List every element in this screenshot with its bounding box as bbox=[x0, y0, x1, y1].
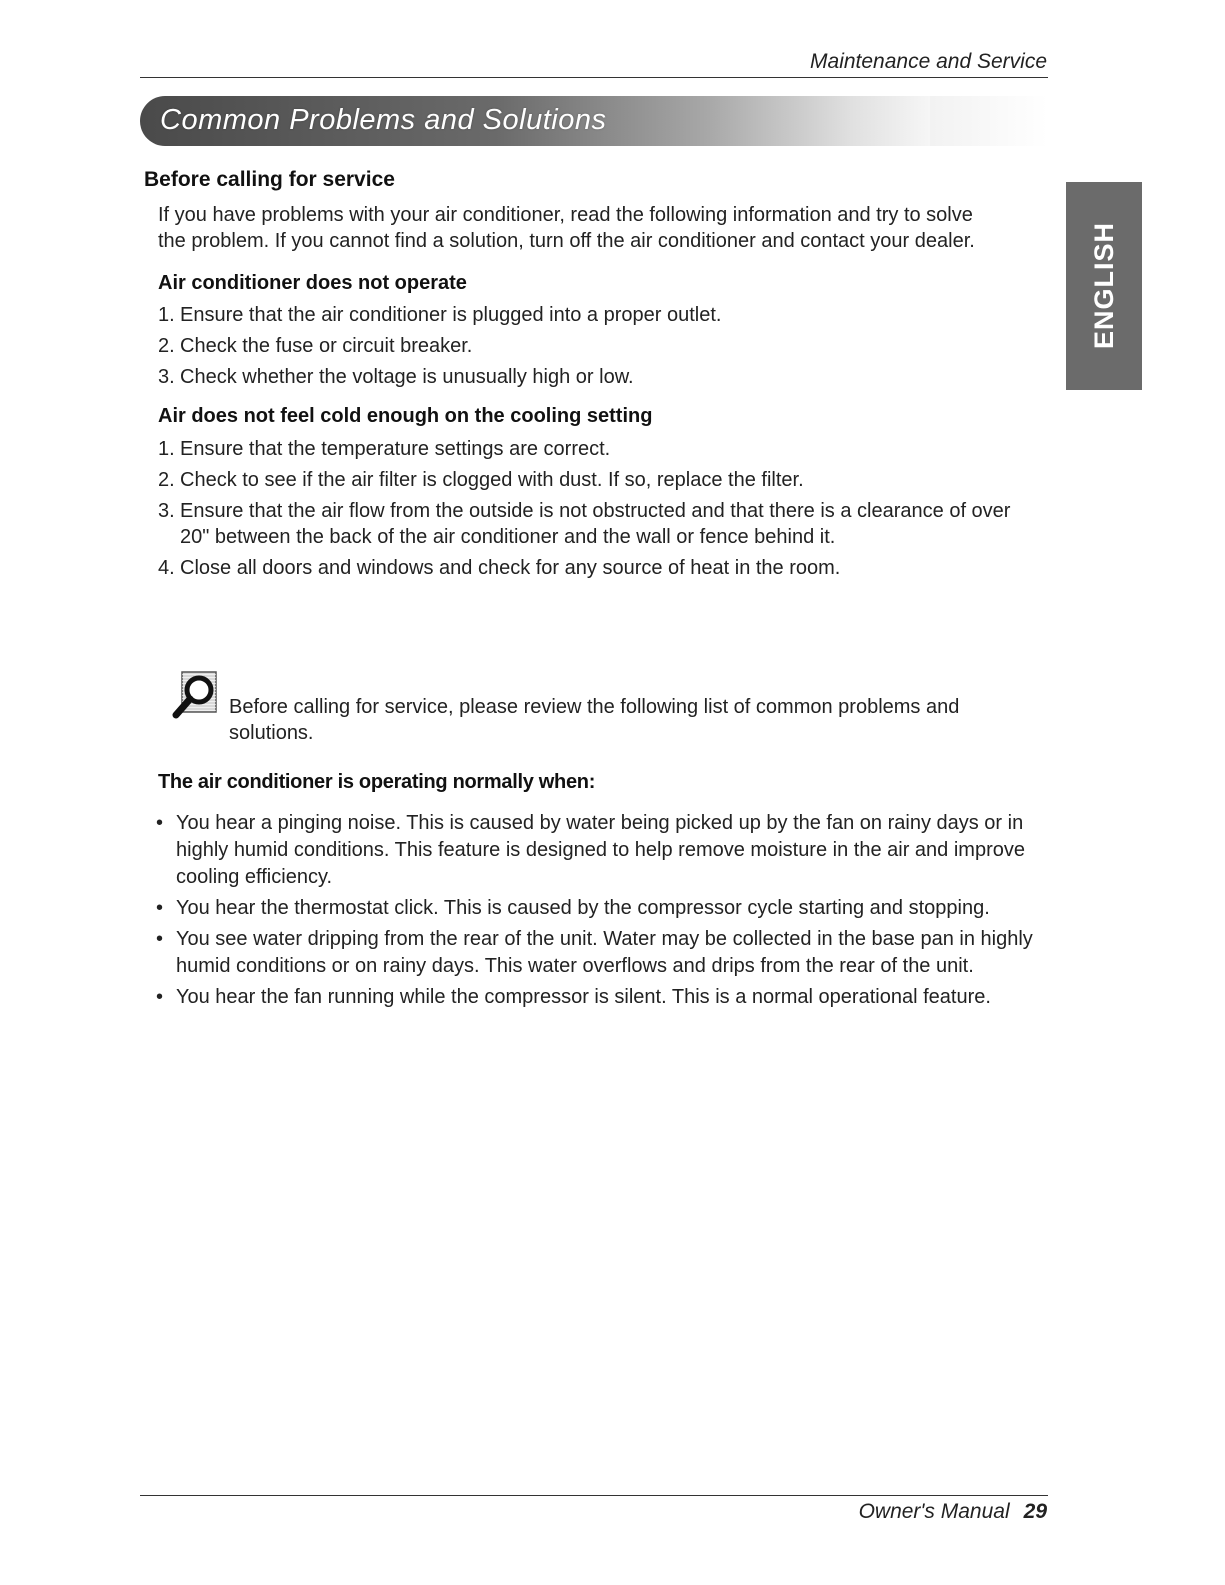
bullet: • bbox=[156, 897, 164, 919]
list-number: 3. bbox=[158, 500, 175, 522]
list-number: 1. bbox=[158, 438, 175, 460]
list-text: You hear the thermostat click. This is caused by the compressor cycle starting and stopping. bbox=[176, 897, 990, 919]
list-item bbox=[145, 926, 1045, 980]
list-text: Check whether the voltage is unusually high or low. bbox=[180, 366, 634, 388]
footer-rule bbox=[140, 1495, 1048, 1496]
list-item bbox=[158, 364, 1038, 390]
list-item bbox=[158, 498, 1038, 550]
magnifier-icon bbox=[172, 668, 222, 720]
list-item bbox=[158, 333, 1038, 359]
normal-operation-list bbox=[145, 810, 1045, 1015]
list-text: Ensure that the air conditioner is plugged into a proper outlet. bbox=[180, 304, 722, 326]
header-rule bbox=[140, 77, 1048, 78]
list-number: 2. bbox=[158, 335, 175, 357]
not-operate-list bbox=[158, 302, 1038, 395]
magnifier-note-icon bbox=[172, 668, 218, 714]
title-banner-fade bbox=[930, 96, 1048, 146]
list-item bbox=[158, 302, 1038, 328]
list-item bbox=[158, 436, 1038, 462]
running-header: Maintenance and Service bbox=[810, 50, 1047, 73]
list-text: Ensure that the air flow from the outside is not obstructed and that there is a clearance of over 20" between the back of the air conditioner and the wall or fence behind it. bbox=[180, 500, 1011, 548]
list-text: You hear a pinging noise. This is caused by water being picked up by the fan on rainy days or in highly humid conditions. This feature is designed to help remove moisture in the air and improve cooling efficiency. bbox=[176, 812, 1025, 888]
note-text: Before calling for service, please review the following list of common problems and solutions. bbox=[229, 696, 960, 744]
intro-line-2: the problem. If you cannot find a solution, turn off the air conditioner and contact your dealer. bbox=[158, 230, 975, 252]
bullet: • bbox=[156, 928, 164, 950]
not-cold-heading: Air does not feel cold enough on the cooling setting bbox=[158, 405, 653, 427]
not-operate-heading: Air conditioner does not operate bbox=[158, 272, 467, 294]
language-tab bbox=[1066, 182, 1142, 390]
list-text: Ensure that the temperature settings are correct. bbox=[180, 438, 611, 460]
list-item bbox=[158, 555, 1038, 581]
bullet: • bbox=[156, 986, 164, 1008]
list-item bbox=[158, 467, 1038, 493]
intro-line-1: If you have problems with your air conditioner, read the following information and try to solve bbox=[158, 204, 973, 226]
not-cold-list bbox=[158, 436, 1038, 586]
page-title: Common Problems and Solutions bbox=[160, 104, 607, 136]
bullet: • bbox=[156, 812, 164, 834]
language-tab-label: ENGLISH bbox=[1088, 222, 1119, 350]
list-text: Check to see if the air filter is clogged with dust. If so, replace the filter. bbox=[180, 469, 804, 491]
list-text: Check the fuse or circuit breaker. bbox=[180, 335, 473, 357]
list-number: 1. bbox=[158, 304, 175, 326]
page-number: 29 bbox=[1023, 1500, 1047, 1523]
list-item bbox=[145, 984, 1045, 1011]
list-item bbox=[145, 810, 1045, 891]
list-item bbox=[145, 895, 1045, 922]
footer-label: Owner's Manual bbox=[858, 1500, 1010, 1523]
before-calling-intro bbox=[158, 202, 1048, 254]
list-number: 2. bbox=[158, 469, 175, 491]
before-calling-heading: Before calling for service bbox=[144, 168, 395, 191]
list-text: You hear the fan running while the compressor is silent. This is a normal operational feature. bbox=[176, 986, 991, 1008]
page-footer bbox=[859, 1500, 1047, 1524]
normal-operation-heading: The air conditioner is operating normally when: bbox=[158, 771, 596, 793]
list-text: Close all doors and windows and check for any source of heat in the room. bbox=[180, 557, 841, 579]
list-number: 4. bbox=[158, 557, 175, 579]
list-text: You see water dripping from the rear of the unit. Water may be collected in the base pan in highly humid conditions or on rainy days. This water overflows and drips from the rear of the unit. bbox=[176, 928, 1033, 977]
list-number: 3. bbox=[158, 366, 175, 388]
